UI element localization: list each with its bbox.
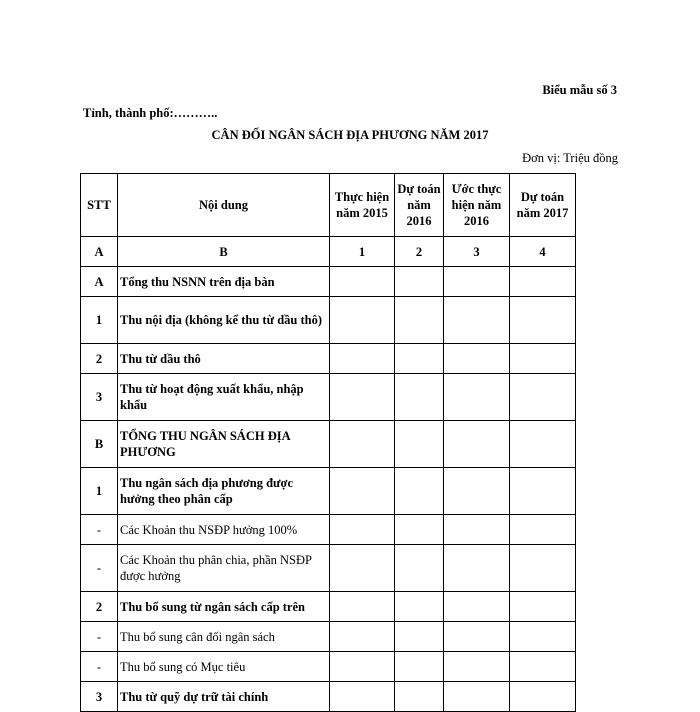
value-cell-estimate-2017[interactable] [510, 297, 576, 344]
row-stt: 3 [81, 682, 118, 712]
index-cell: 1 [330, 237, 395, 267]
row-content: TỔNG THU NGÂN SÁCH ĐỊA PHƯƠNG [118, 421, 330, 468]
value-cell-estimate-2016[interactable] [395, 622, 444, 652]
row-content: Thu từ hoạt động xuất khẩu, nhập khẩu [118, 374, 330, 421]
table-row [81, 652, 576, 682]
value-cell-estimate-2016[interactable] [395, 682, 444, 712]
value-cell-estimate-2016[interactable] [395, 267, 444, 297]
value-cell-estimate-2016[interactable] [395, 297, 444, 344]
value-cell-actual-2015[interactable] [330, 592, 395, 622]
row-stt: B [81, 421, 118, 468]
row-content: Thu bổ sung có Mục tiêu [118, 652, 330, 682]
row-stt: 2 [81, 592, 118, 622]
value-cell-expected-2016[interactable] [444, 374, 510, 421]
province-label: Tỉnh, thành phố:……….. [83, 106, 218, 120]
value-cell-actual-2015[interactable] [330, 421, 395, 468]
value-cell-expected-2016[interactable] [444, 421, 510, 468]
value-cell-expected-2016[interactable] [444, 344, 510, 374]
value-cell-expected-2016[interactable] [444, 682, 510, 712]
value-cell-actual-2015[interactable] [330, 468, 395, 515]
value-cell-actual-2015[interactable] [330, 682, 395, 712]
table-row [81, 344, 576, 374]
row-stt: 3 [81, 374, 118, 421]
value-cell-estimate-2017[interactable] [510, 545, 576, 592]
value-cell-expected-2016[interactable] [444, 468, 510, 515]
value-cell-estimate-2016[interactable] [395, 515, 444, 545]
value-cell-expected-2016[interactable] [444, 297, 510, 344]
column-index-row [81, 237, 576, 267]
value-cell-expected-2016[interactable] [444, 515, 510, 545]
value-cell-actual-2015[interactable] [330, 545, 395, 592]
table-row [81, 545, 576, 592]
value-cell-estimate-2016[interactable] [395, 421, 444, 468]
row-stt: - [81, 652, 118, 682]
table-row [81, 622, 576, 652]
row-content: Thu ngân sách địa phương được hưởng theo phân cấp [118, 468, 330, 515]
unit-label: Đơn vị: Triệu đồng [522, 151, 618, 165]
value-cell-estimate-2017[interactable] [510, 592, 576, 622]
value-cell-actual-2015[interactable] [330, 344, 395, 374]
table-row [81, 267, 576, 297]
index-cell: B [118, 237, 330, 267]
value-cell-expected-2016[interactable] [444, 592, 510, 622]
value-cell-expected-2016[interactable] [444, 545, 510, 592]
table-row [81, 468, 576, 515]
value-cell-estimate-2016[interactable] [395, 545, 444, 592]
value-cell-estimate-2016[interactable] [395, 344, 444, 374]
form-number: Biểu mẫu số 3 [542, 83, 617, 97]
row-content: Thu bổ sung từ ngân sách cấp trên [118, 592, 330, 622]
header-content: Nội dung [118, 174, 330, 237]
table-row [81, 374, 576, 421]
row-content: Thu từ quỹ dự trữ tài chính [118, 682, 330, 712]
row-stt: 2 [81, 344, 118, 374]
value-cell-estimate-2017[interactable] [510, 652, 576, 682]
table-header-row [81, 174, 576, 237]
header-stt: STT [81, 174, 118, 237]
header-estimate-2017: Dự toán năm 2017 [510, 174, 576, 237]
index-cell: 3 [444, 237, 510, 267]
table-row [81, 682, 576, 712]
index-cell: 4 [510, 237, 576, 267]
value-cell-actual-2015[interactable] [330, 374, 395, 421]
row-content: Thu bổ sung cân đối ngân sách [118, 622, 330, 652]
value-cell-actual-2015[interactable] [330, 515, 395, 545]
value-cell-estimate-2017[interactable] [510, 682, 576, 712]
table-row [81, 515, 576, 545]
value-cell-expected-2016[interactable] [444, 652, 510, 682]
row-content: Các Khoản thu NSĐP hưởng 100% [118, 515, 330, 545]
index-cell: A [81, 237, 118, 267]
row-stt: - [81, 515, 118, 545]
value-cell-estimate-2017[interactable] [510, 622, 576, 652]
value-cell-estimate-2017[interactable] [510, 344, 576, 374]
value-cell-actual-2015[interactable] [330, 652, 395, 682]
value-cell-estimate-2017[interactable] [510, 374, 576, 421]
value-cell-expected-2016[interactable] [444, 622, 510, 652]
budget-table [80, 173, 576, 712]
header-expected-2016: Ước thực hiện năm 2016 [444, 174, 510, 237]
row-stt: 1 [81, 297, 118, 344]
table-row [81, 297, 576, 344]
row-stt: 1 [81, 468, 118, 515]
value-cell-estimate-2016[interactable] [395, 652, 444, 682]
header-actual-2015: Thực hiện năm 2015 [330, 174, 395, 237]
row-stt: A [81, 267, 118, 297]
row-content: Tổng thu NSNN trên địa bàn [118, 267, 330, 297]
row-content: Các Khoản thu phân chia, phần NSĐP được hưởng [118, 545, 330, 592]
header-estimate-2016: Dự toán năm 2016 [395, 174, 444, 237]
row-stt: - [81, 622, 118, 652]
value-cell-estimate-2017[interactable] [510, 421, 576, 468]
value-cell-actual-2015[interactable] [330, 622, 395, 652]
row-stt: - [81, 545, 118, 592]
value-cell-estimate-2016[interactable] [395, 468, 444, 515]
value-cell-expected-2016[interactable] [444, 267, 510, 297]
value-cell-estimate-2017[interactable] [510, 515, 576, 545]
value-cell-actual-2015[interactable] [330, 267, 395, 297]
value-cell-estimate-2017[interactable] [510, 468, 576, 515]
row-content: Thu nội địa (không kể thu từ dầu thô) [118, 297, 330, 344]
value-cell-estimate-2016[interactable] [395, 374, 444, 421]
row-content: Thu từ dầu thô [118, 344, 330, 374]
value-cell-estimate-2017[interactable] [510, 267, 576, 297]
value-cell-estimate-2016[interactable] [395, 592, 444, 622]
table-row [81, 421, 576, 468]
table-row [81, 592, 576, 622]
value-cell-actual-2015[interactable] [330, 297, 395, 344]
index-cell: 2 [395, 237, 444, 267]
document-title: CÂN ĐỐI NGÂN SÁCH ĐỊA PHƯƠNG NĂM 2017 [211, 128, 489, 142]
